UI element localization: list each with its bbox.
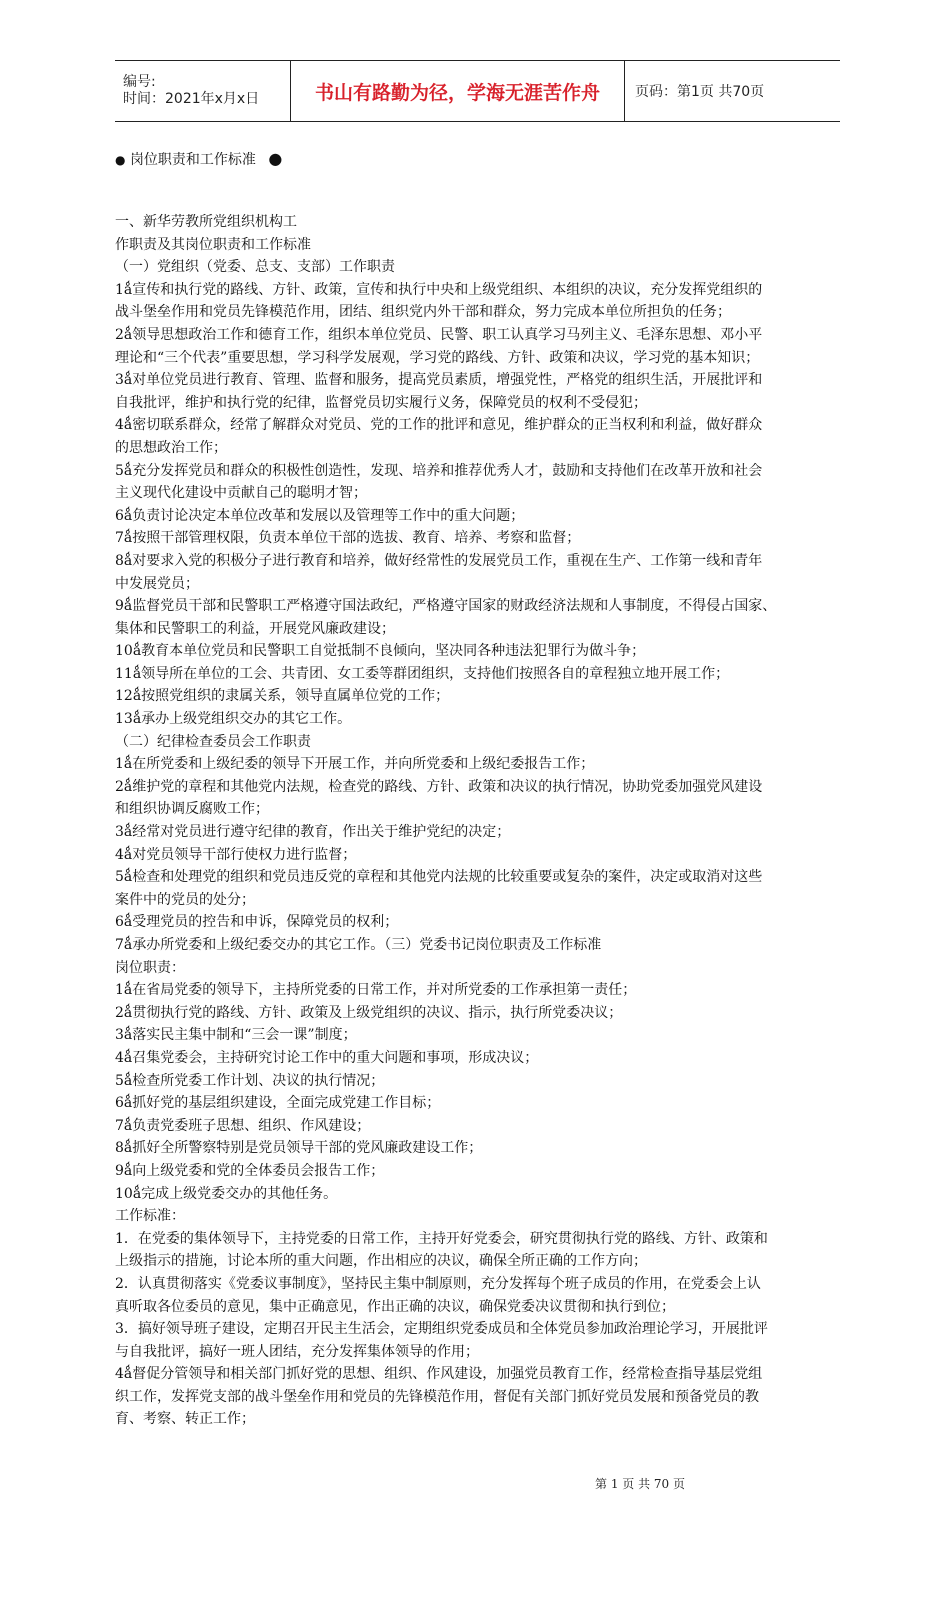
document-time-label: 时间：2021年x月x日: [123, 91, 260, 107]
body-line: 8ǻ对要求入党的积极分子进行教育和培养，做好经常性的发展党员工作，重视在生产、工作第一线和青年: [115, 552, 763, 569]
body-line: 7ǻ承办所党委和上级纪委交办的其它工作。（三）党委书记岗位职责及工作标准: [115, 937, 602, 953]
body-line: 8ǻ抓好全所警察特别是党员领导干部的党风廉政建设工作；: [115, 1140, 483, 1157]
body-line: 3ǻ经常对党员进行遵守纪律的教育，作出关于维护党纪的决定；: [115, 824, 511, 841]
body-line: 2ǻ贯彻执行党的路线、方针、政策及上级党组织的决议、指示，执行所党委决议；: [115, 1004, 623, 1021]
body-line: 岗位职责：: [115, 959, 185, 976]
body-line: （一）党组织（党委、总支、支部）工作职责: [115, 259, 395, 276]
section-heading: [115, 149, 282, 169]
footer-page-number: 第 1 页 共 70 页: [595, 1477, 685, 1491]
header-meta: [115, 61, 290, 121]
document-number-label: 编号:: [123, 74, 156, 90]
body-line: 的思想政治工作；: [115, 439, 227, 456]
bullet-icon: ●: [115, 153, 126, 167]
body-line: 3．搞好领导班子建设，定期召开民主生活会，定期组织党委成员和全体党员参加政治理论学习，开展批评: [115, 1321, 768, 1338]
document-body: [115, 211, 835, 1431]
body-line: 4ǻ召集党委会，主持研究讨论工作中的重大问题和事项，形成决议；: [115, 1049, 539, 1066]
body-line: 上级指示的措施，讨论本所的重大问题，作出相应的决议，确保全所正确的工作方向；: [115, 1253, 647, 1270]
body-line: 作职责及其岗位职责和工作标准: [115, 236, 311, 253]
body-line: 3ǻ落实民主集中制和“三会一课”制度；: [115, 1027, 357, 1044]
body-line: 1ǻ在所党委和上级纪委的领导下开展工作，并向所党委和上级纪委报告工作；: [115, 756, 595, 773]
body-line: 5ǻ检查所党委工作计划、决议的执行情况；: [115, 1072, 385, 1089]
body-line: 9ǻ监督党员干部和民警职工严格遵守国法政纪，严格遵守国家的财政经济法规和人事制度，不得侵占国家、: [115, 598, 777, 615]
body-line: 2．认真贯彻落实《党委议事制度》，坚持民主集中制原则，充分发挥每个班子成员的作用，在党委会上认: [115, 1275, 761, 1292]
body-line: 4ǻ密切联系群众，经常了解群众对党员、党的工作的批评和意见，维护群众的正当权利和利益，做好群众: [115, 417, 763, 434]
body-line: 自我批评，维护和执行党的纪律，监督党员切实履行义务，保障党员的权利不受侵犯；: [115, 394, 647, 411]
body-line: 6ǻ受理党员的控告和申诉，保障党员的权利；: [115, 914, 399, 931]
body-line: 织工作，发挥党支部的战斗堡垒作用和党员的先锋模范作用，督促有关部门抓好党员发展和预备党员的教: [115, 1388, 759, 1405]
body-line: 6ǻ负责讨论决定本单位改革和发展以及管理等工作中的重大问题；: [115, 507, 525, 524]
body-line: 工作标准：: [115, 1208, 185, 1225]
body-line: 1ǻ在省局党委的领导下，主持所党委的日常工作，并对所党委的工作承担第一责任；: [115, 982, 637, 999]
trailing-bullet-icon: ●: [268, 149, 283, 168]
body-line: 真听取各位委员的意见，集中正确意见，作出正确的决议，确保党委决议贯彻和执行到位；: [115, 1298, 675, 1315]
motto-text: 书山有路勤为径，学海无涯苦作舟: [314, 81, 600, 104]
header-motto: [290, 61, 625, 121]
body-line: 中发展党员；: [115, 575, 199, 592]
section-heading-text: 岗位职责和工作标准: [129, 152, 256, 168]
body-line: 育、考察、转正工作；: [115, 1411, 255, 1428]
body-line: 战斗堡垒作用和党员先锋模范作用，团结、组织党内外干部和群众，努力完成本单位所担负的任务；: [115, 304, 731, 321]
body-line: 1．在党委的集体领导下，主持党委的日常工作，主持开好党委会，研究贯彻执行党的路线、方针、政策和: [115, 1230, 768, 1247]
body-line: 与自我批评，搞好一班人团结，充分发挥集体领导的作用；: [115, 1343, 479, 1360]
body-line: 和组织协调反腐败工作；: [115, 801, 269, 818]
body-line: 4ǻ督促分管领导和相关部门抓好党的思想、组织、作风建设，加强党员教育工作，经常检查指导基层党组: [115, 1366, 763, 1383]
body-line: 6ǻ抓好党的基层组织建设，全面完成党建工作目标；: [115, 1095, 441, 1112]
body-line: 9ǻ向上级党委和党的全体委员会报告工作；: [115, 1162, 385, 1179]
body-line: 12ǻ按照党组织的隶属关系，领导直属单位党的工作；: [115, 688, 450, 705]
document-header: [115, 60, 840, 122]
body-line: 7ǻ负责党委班子思想、组织、作风建设；: [115, 1117, 371, 1134]
body-line: （二）纪律检查委员会工作职责: [115, 733, 311, 750]
body-line: 5ǻ充分发挥党员和群众的积极性创造性，发现、培养和推荐优秀人才，鼓励和支持他们在改革开放和社会: [115, 462, 763, 479]
body-line: 1ǻ宣传和执行党的路线、方针、政策，宣传和执行中央和上级党组织、本组织的决议，充分发挥党组织的: [115, 281, 763, 298]
body-line: 7ǻ按照干部管理权限，负责本单位干部的选拔、教育、培养、考察和监督；: [115, 530, 581, 547]
body-line: 2ǻ维护党的章程和其他党内法规，检查党的路线、方针、政策和决议的执行情况，协助党委加强党风建设: [115, 778, 763, 795]
body-line: 10ǻ完成上级党委交办的其他任务。: [115, 1185, 338, 1202]
body-line: 11ǻ领导所在单位的工会、共青团、女工委等群团组织，支持他们按照各自的章程独立地开展工作；: [115, 665, 730, 682]
header-page-info: [625, 61, 840, 121]
body-line: 10ǻ教育本单位党员和民警职工自觉抵制不良倾向，坚决同各种违法犯罪行为做斗争；: [115, 643, 646, 660]
body-line: 案件中的党员的处分；: [115, 891, 255, 908]
body-line: 主义现代化建设中贡献自己的聪明才智；: [115, 485, 367, 502]
page-count-label: 页码：第1页 共70页: [635, 84, 765, 100]
body-line: 集体和民警职工的利益，开展党风廉政建设；: [115, 620, 395, 637]
body-line: 3ǻ对单位党员进行教育、管理、监督和服务，提高党员素质，增强党性，严格党的组织生活，开展批评和: [115, 372, 763, 389]
page-footer: [595, 1475, 685, 1492]
body-line: 一、新华劳教所党组织机构工: [115, 214, 297, 230]
body-line: 4ǻ对党员领导干部行使权力进行监督；: [115, 846, 357, 863]
body-line: 13ǻ承办上级党组织交办的其它工作。: [115, 711, 352, 728]
body-line: 2ǻ领导思想政治工作和德育工作，组织本单位党员、民警、职工认真学习马列主义、毛泽东思想、邓小平: [115, 326, 763, 343]
body-line: 5ǻ检查和处理党的组织和党员违反党的章程和其他党内法规的比较重要或复杂的案件，决定或取消对这些: [115, 869, 763, 886]
body-line: 理论和“三个代表”重要思想，学习科学发展观，学习党的路线、方针、政策和决议，学习党的基本知识；: [115, 349, 760, 366]
